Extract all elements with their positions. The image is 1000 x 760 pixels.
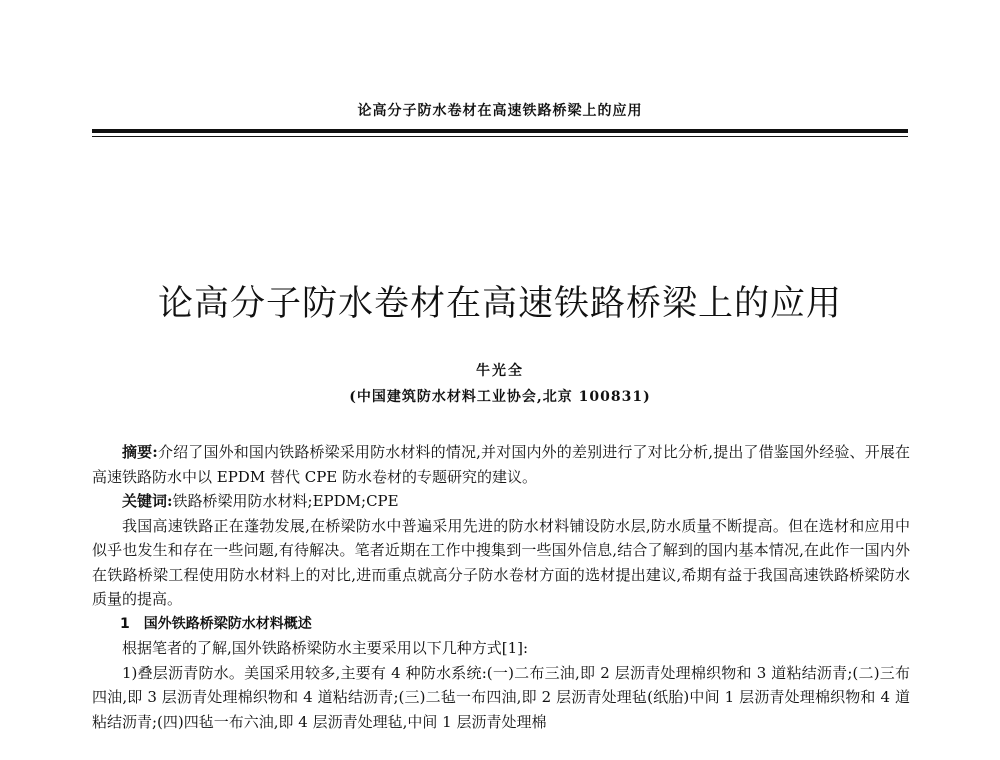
section-1-paragraph-1: 根据笔者的了解,国外铁路桥梁防水主要采用以下几种方式[1]: <box>122 639 529 657</box>
author-affiliation: (中国建筑防水材料工业协会,北京 100831) <box>349 389 651 405</box>
author-name: 牛光全 <box>476 363 524 379</box>
article-body <box>92 440 910 734</box>
section-1-heading: 1 国外铁路桥梁防水材料概述 <box>120 615 312 632</box>
keywords-text: 铁路桥梁用防水材料;EPDM;CPE <box>172 492 399 510</box>
section-1-paragraph-2: 1)叠层沥青防水。美国采用较多,主要有 4 种防水系统:(一)二布三油,即 2 层沥青处理棉织物和 3 道粘结沥青;(二)三布四油,即 3 层沥青处理棉织物和 4 道粘结沥青;(三)二毡一布四油,即 2 层沥青处理毡(纸胎)中间 1 层沥青处理棉织物和 4 道粘结沥青;(四)四毡一布六油,即 4 层沥青处理毡,中间 1 层沥青处理棉 <box>92 663 910 731</box>
keywords-label: 关键词: <box>122 492 173 510</box>
abstract-text: 介绍了国外和国内铁路桥梁采用防水材料的情况,并对国内外的差别进行了对比分析,提出了借鉴国外经验、开展在高速铁路防水中以 EPDM 替代 CPE 防水卷材的专题研究的建议。 <box>92 443 910 486</box>
abstract-label: 摘要: <box>122 443 158 461</box>
abstract-paragraph <box>92 440 910 489</box>
header-rule-thin <box>92 136 908 137</box>
keywords-paragraph <box>92 489 910 514</box>
header-rule-thick <box>92 129 908 133</box>
running-header: 论高分子防水卷材在高速铁路桥梁上的应用 <box>357 103 643 119</box>
article-title: 论高分子防水卷材在高速铁路桥梁上的应用 <box>157 284 842 324</box>
intro-paragraph: 我国高速铁路正在蓬勃发展,在桥梁防水中普遍采用先进的防水材料铺设防水层,防水质量不断提高。但在选材和应用中似乎也发生和存在一些问题,有待解决。笔者近期在工作中搜集到一些国外信息,结合了解到的国内基本情况,在此作一国内外在铁路桥梁工程使用防水材料上的对比,进而重点就高分子防水卷材方面的选材提出建议,希期有益于我国高速铁路桥梁防水质量的提高。 <box>92 516 910 608</box>
